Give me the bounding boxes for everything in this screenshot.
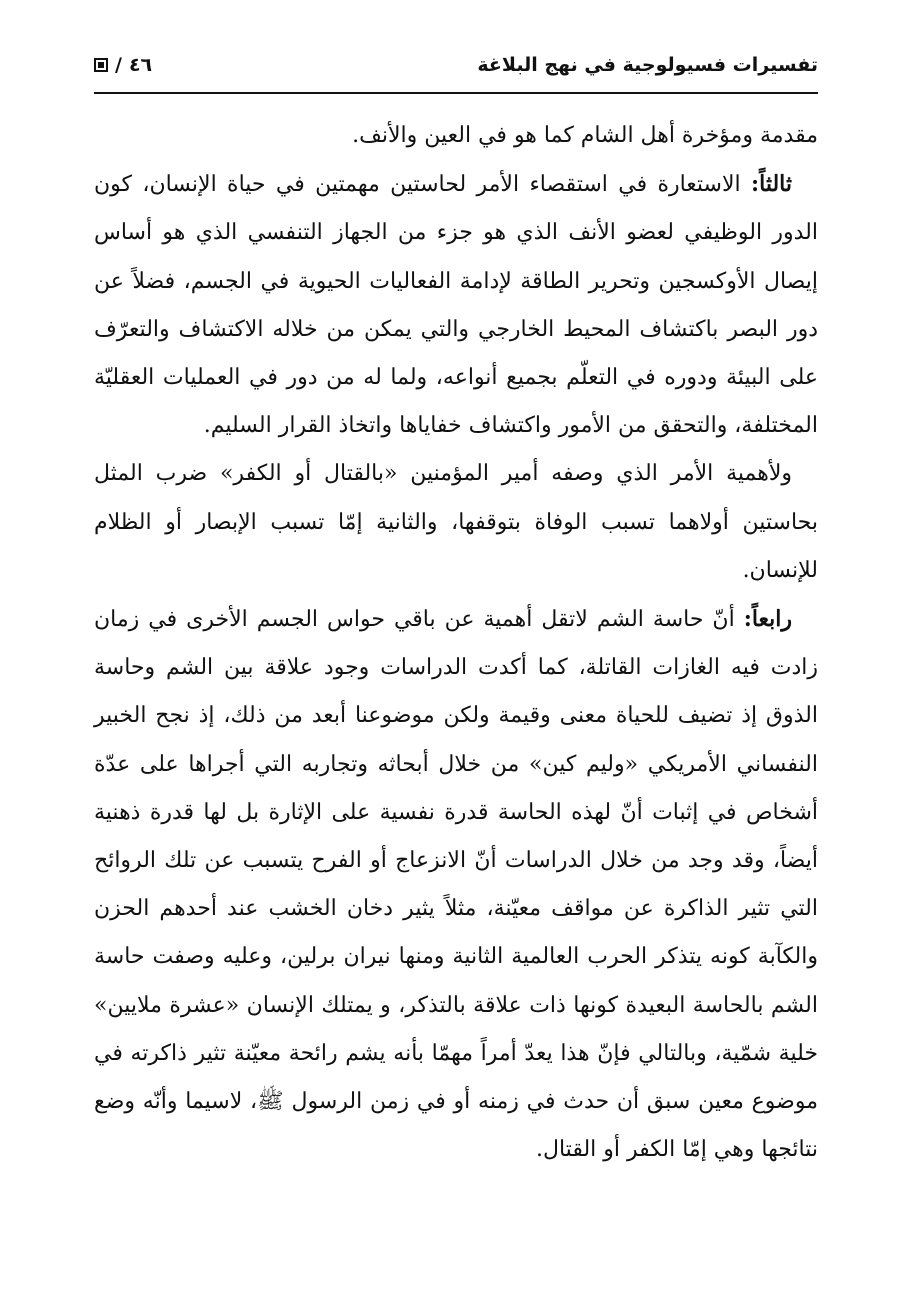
page — [94, 40, 818, 1280]
paragraph-text: أنّ حاسة الشم لاتقل أهمية عن باقي حواس الجسم الأخرى في زمان زادت فيه الغازات القاتلة، كما أكدت الدراسات وجود علاقة بين الشم وحاسة الذوق إذ تضيف للحياة معنى وقيمة ولكن موضوعنا أبعد من ذلك، إذ نجح الخبير النفساني الأمريكي «وليم كين» من خلال أبحاثه وتجاربه التي أجراها على عدّة أشخاص في إثبات أنّ لهذه الحاسة قدرة نفسية على الإثارة بل لها قدرة ذهنية أيضاً، وقد وجد من خلال الدراسات أنّ الانزعاج أو الفرح يتسبب عن تلك الروائح التي تثير الذاكرة عن مواقف معيّنة، مثلاً يثير دخان الخشب عند أحدهم الحزن والكآبة كونه يتذكر الحرب العالمية الثانية ومنها نيران برلين، وعليه وصفت حاسة الشم بالحاسة البعيدة كونها ذات علاقة بالتذكر، و يمتلك الإنسان «عشرة ملايين» خلية شمّية، وبالتالي فإنّ هذا يعدّ أمراً مهمّا بأنه يشم رائحة معيّنة تثير ذاكرته في موضوع معين سبق أن حدث في زمنه أو في زمن الرسول ﷺ، لاسيما وأنّه وضع نتائجها وهي إمّا الكفر أو القتال. — [94, 607, 818, 1163]
page-separator: / — [115, 54, 122, 76]
running-header — [94, 40, 818, 94]
paragraph-lead: ثالثاً: — [751, 171, 792, 198]
page-number: ٤٦ — [128, 54, 153, 76]
book-title: تفسيرات فسيولوجية في نهج البلاغة — [477, 54, 818, 76]
paragraph: مقدمة ومؤخرة أهل الشام كما هو في العين والأنف. — [352, 123, 818, 148]
paragraph-fourth-point — [94, 595, 818, 1174]
paragraph-third-point — [94, 160, 818, 450]
ornament-square-icon — [94, 58, 108, 72]
body-text — [94, 112, 818, 1174]
paragraph-lead: رابعاً: — [743, 606, 792, 633]
paragraph-text: الاستعارة في استقصاء الأمر لحاستين مهمتين في حياة الإنسان، كون الدور الوظيفي لعضو الأنف الذي هو جزء من الجهاز التنفسي الذي هو أساس إيصال الأوكسجين وتحرير الطاقة لإدامة الفعاليات الحيوية في الجسم، فضلاً عن دور البصر باكتشاف المحيط الخارجي والتي يمكن من خلاله الاكتشاف والتعرّف على البيئة ودوره في التعلّم بجميع أنواعه، ولما له من دور في العمليات العقليّة المختلفة، والتحقق من الأمور واكتشاف خفاياها واتخاذ القرار السليم. — [94, 172, 818, 439]
page-number-block — [94, 54, 152, 76]
paragraph: ولأهمية الأمر الذي وصفه أمير المؤمنين «بالقتال أو الكفر» ضرب المثل بحاستين أولاهما تسبب الوفاة بتوقفها، والثانية إمّا تسبب الإبصار أو الظلام للإنسان. — [94, 461, 818, 583]
